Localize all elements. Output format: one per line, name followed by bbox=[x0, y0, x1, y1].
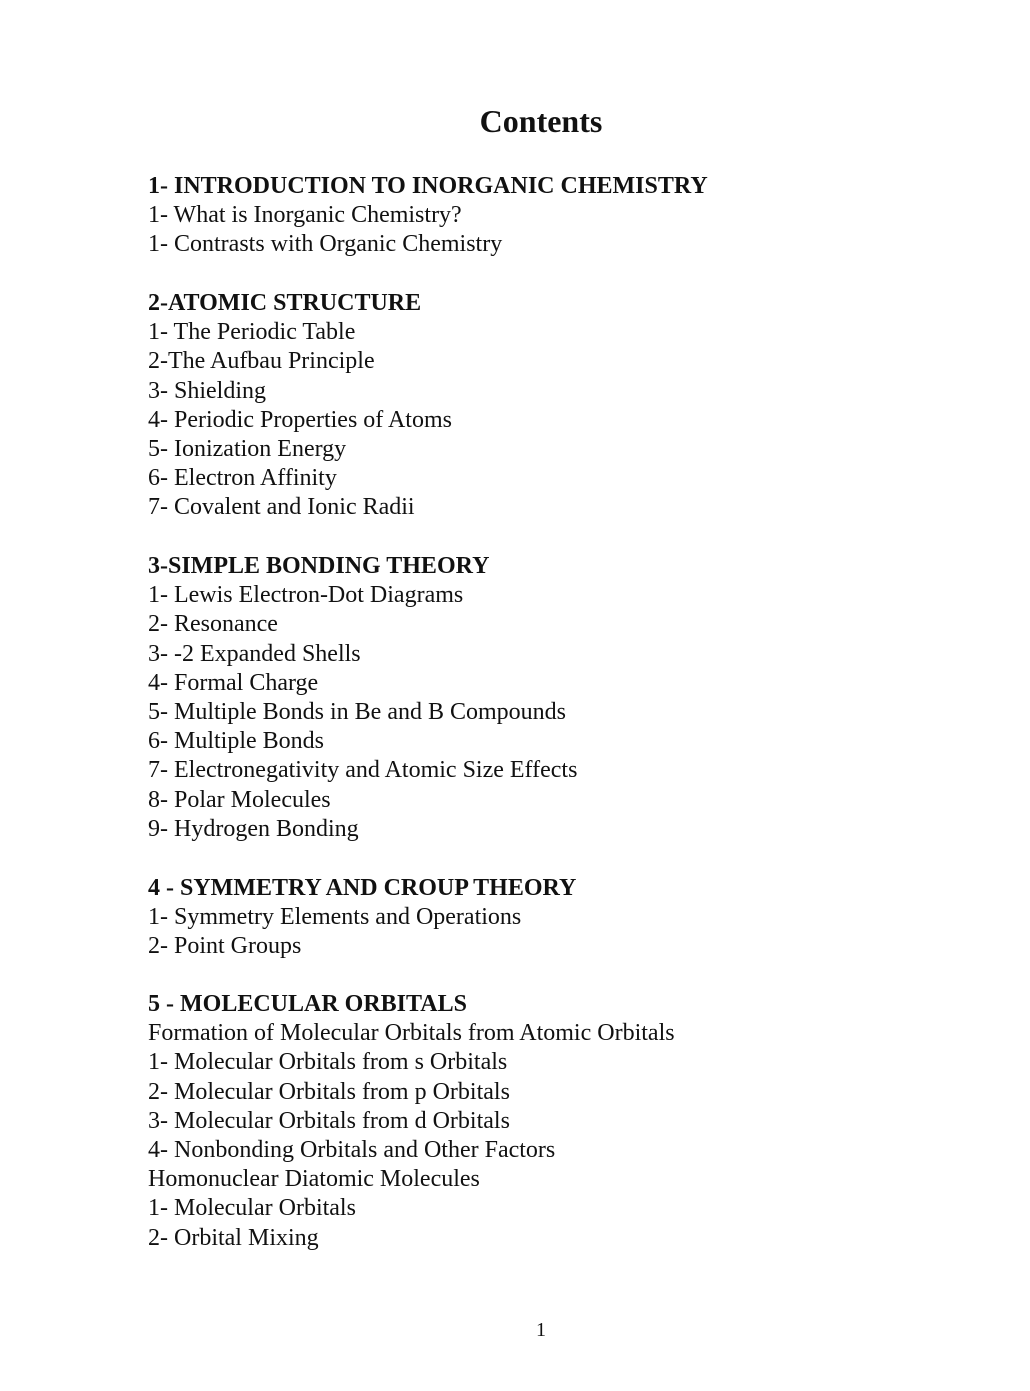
toc-entry: 4- Nonbonding Orbitals and Other Factors bbox=[148, 1137, 556, 1164]
section-heading: 5 - MOLECULAR ORBITALS bbox=[148, 991, 467, 1017]
toc-entry: 9- Hydrogen Bonding bbox=[148, 815, 359, 842]
toc-entry: 2- Point Groups bbox=[148, 933, 302, 960]
section-heading: 3-SIMPLE BONDING THEORY bbox=[148, 553, 490, 579]
section-heading: 2-ATOMIC STRUCTURE bbox=[148, 290, 422, 316]
section-heading: 4 - SYMMETRY AND CROUP THEORY bbox=[148, 875, 577, 901]
toc-entry: 6- Multiple Bonds bbox=[148, 728, 325, 755]
toc-section-introduction bbox=[148, 172, 1008, 260]
page-number: 1 bbox=[536, 1319, 546, 1341]
page-title: Contents bbox=[479, 103, 603, 139]
toc-entry: 1- Molecular Orbitals from s Orbitals bbox=[148, 1049, 508, 1076]
toc-entry: 3- -2 Expanded Shells bbox=[148, 640, 361, 667]
toc-entry: 1- Contrasts with Organic Chemistry bbox=[148, 231, 503, 258]
toc-entry: 1- What is Inorganic Chemistry? bbox=[148, 202, 462, 229]
toc-entry: 4- Periodic Properties of Atoms bbox=[148, 406, 452, 433]
toc-section-symmetry-and-group-theory bbox=[148, 874, 1008, 962]
toc-entry: 6- Electron Affinity bbox=[148, 465, 337, 492]
toc-entry: 1- Symmetry Elements and Operations bbox=[148, 904, 522, 931]
toc-entry: 5- Multiple Bonds in Be and B Compounds bbox=[148, 699, 567, 726]
toc-entry: 5- Ionization Energy bbox=[148, 436, 347, 463]
toc-entry: 3- Shielding bbox=[148, 377, 266, 404]
toc-entry: 2-The Aufbau Principle bbox=[148, 348, 375, 375]
toc-entry: 2- Orbital Mixing bbox=[148, 1224, 319, 1251]
toc-section-atomic-structure bbox=[148, 289, 1008, 523]
toc-entry: 7- Covalent and Ionic Radii bbox=[148, 494, 415, 521]
toc-entry: 8- Polar Molecules bbox=[148, 786, 331, 813]
toc-entry: 1- Lewis Electron-Dot Diagrams bbox=[148, 582, 464, 609]
toc-entry: 1- Molecular Orbitals bbox=[148, 1195, 356, 1222]
toc-entry: Formation of Molecular Orbitals from Atomic Orbitals bbox=[148, 1020, 675, 1047]
toc-entry: 4- Formal Charge bbox=[148, 669, 319, 696]
toc-entry: 2- Resonance bbox=[148, 611, 278, 638]
toc-entry: Homonuclear Diatomic Molecules bbox=[148, 1166, 480, 1193]
toc-entry: 2- Molecular Orbitals from p Orbitals bbox=[148, 1078, 510, 1105]
toc-section-molecular-orbitals bbox=[148, 990, 1008, 1253]
section-heading: 1- INTRODUCTION TO INORGANIC CHEMISTRY bbox=[148, 173, 708, 199]
toc-section-simple-bonding-theory bbox=[148, 552, 1008, 844]
toc-entry: 1- The Periodic Table bbox=[148, 319, 356, 346]
toc-entry: 7- Electronegativity and Atomic Size Effects bbox=[148, 757, 578, 784]
toc-entry: 3- Molecular Orbitals from d Orbitals bbox=[148, 1107, 510, 1134]
